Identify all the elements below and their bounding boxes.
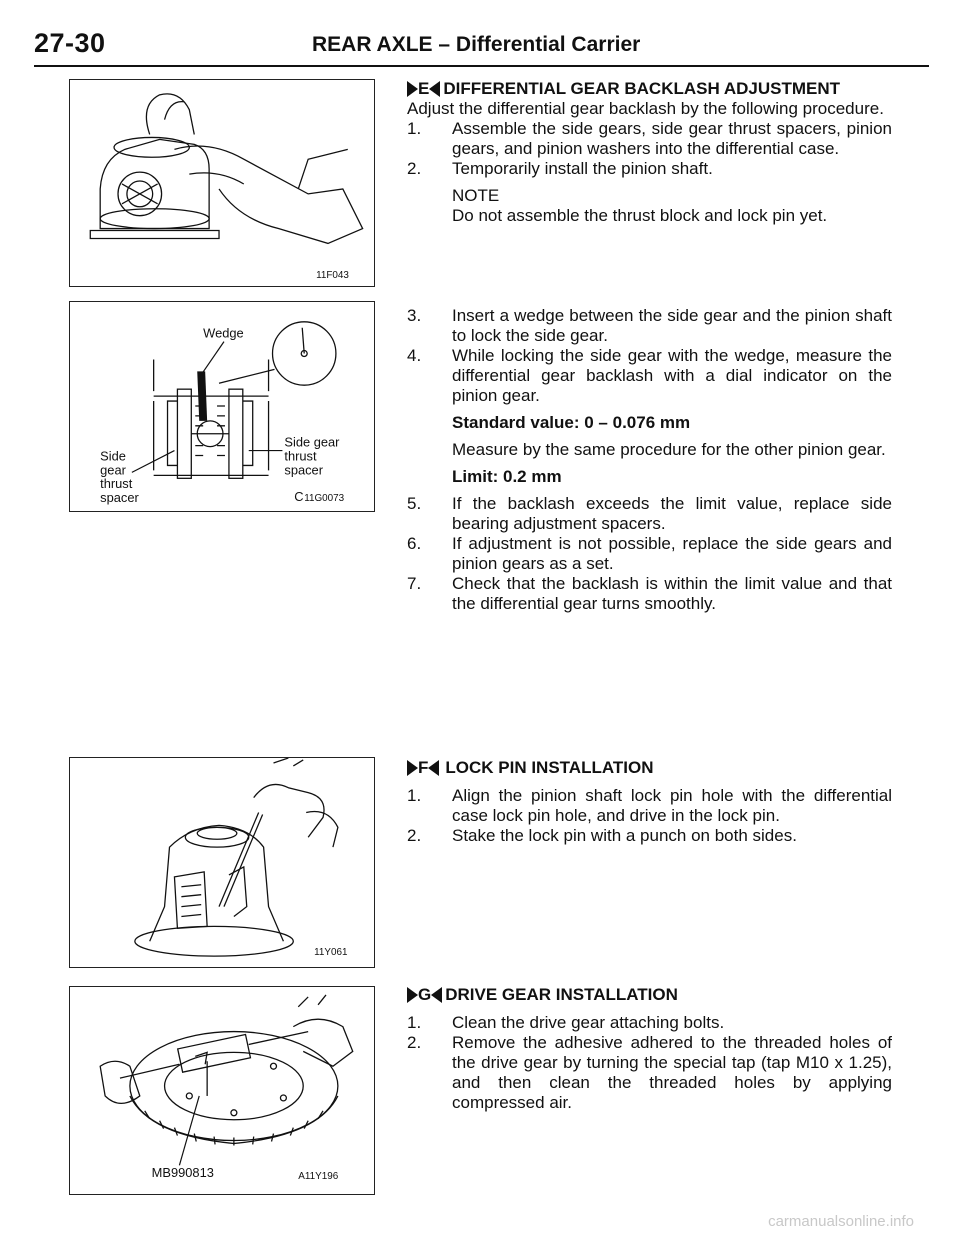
figure-4-illustration	[70, 987, 374, 1194]
figure-3-code: 11Y061	[314, 947, 348, 959]
list-item: 7. Check that the backlash is within the limit value and that the differential gear turns smoothly.	[407, 574, 892, 613]
left-triangle-icon	[429, 81, 440, 97]
section-g	[407, 985, 892, 1113]
right-triangle-icon	[407, 81, 418, 97]
note-text: Do not assemble the thrust block and lock pin yet.	[452, 206, 828, 225]
section-f	[407, 758, 892, 846]
label-side-gear-right-2: thrust	[284, 448, 317, 464]
section-e-steps	[407, 119, 892, 179]
label-side-gear-left-1: Side	[100, 448, 126, 464]
figure-3-illustration	[70, 758, 374, 967]
section-e-title: DIFFERENTIAL GEAR BACKLASH ADJUSTMENT	[443, 79, 841, 98]
list-item: 4. While locking the side gear with the wedge, measure the differential gear backlash with a dial indicator on the pinion gear.	[407, 346, 892, 405]
section-e-steps-3	[407, 494, 892, 614]
measure-other-gear: Measure by the same procedure for the other pinion gear.	[452, 440, 886, 459]
standard-value: Standard value: 0 – 0.076 mm	[452, 413, 691, 432]
limit-value: Limit: 0.2 mm	[452, 467, 562, 486]
section-e-continued	[407, 306, 892, 614]
list-item: 2. Temporarily install the pinion shaft.	[407, 159, 713, 178]
label-side-gear-right-1: Side gear	[284, 434, 340, 450]
list-item: 1. Clean the drive gear attaching bolts.	[407, 1013, 725, 1032]
section-f-marker: F	[418, 758, 429, 777]
right-triangle-icon	[407, 987, 418, 1003]
figure-wedge-dial-indicator	[69, 301, 375, 512]
list-item: 1. Assemble the side gears, side gear thrust spacers, pinion gears, and pinion washers into the differential case.	[407, 119, 892, 158]
section-f-heading	[407, 758, 892, 778]
section-g-steps	[407, 1013, 892, 1113]
figure-1-code: 11F043	[316, 270, 349, 282]
section-f-title: LOCK PIN INSTALLATION	[445, 758, 654, 777]
figure-2-illustration	[70, 302, 374, 511]
watermark: carmanualsonline.info	[768, 1213, 914, 1230]
figure-drive-gear-tap	[69, 986, 375, 1195]
list-item: 2. Stake the lock pin with a punch on both sides.	[407, 826, 797, 845]
figure-1-illustration	[70, 80, 374, 286]
list-item: 5. If the backlash exceeds the limit value, replace side bearing adjustment spacers.	[407, 494, 892, 533]
figure-2-code: 11G0073	[304, 493, 345, 505]
section-g-title: DRIVE GEAR INSTALLATION	[445, 985, 678, 1004]
section-e-steps-2	[407, 306, 892, 406]
right-triangle-icon	[407, 760, 418, 776]
section-f-steps	[407, 786, 892, 846]
label-tool-mb990813: MB990813	[151, 1165, 214, 1181]
section-e-intro: Adjust the differential gear backlash by the following procedure.	[407, 99, 884, 118]
label-side-gear-right-3: spacer	[284, 462, 324, 478]
page-number: 27-30	[34, 28, 106, 58]
note-label: NOTE	[452, 186, 500, 205]
figure-lock-pin-install	[69, 757, 375, 968]
label-side-gear-left-3: thrust	[100, 476, 133, 492]
figure-4-code: A11Y196	[298, 1171, 339, 1183]
section-e-heading	[407, 79, 892, 99]
label-wedge: Wedge	[203, 325, 244, 341]
figure-2-prefix: C	[294, 489, 304, 505]
section-g-marker: G	[418, 985, 432, 1004]
left-triangle-icon	[428, 760, 439, 776]
header-rule	[34, 65, 929, 67]
chapter-title: REAR AXLE – Differential Carrier	[312, 33, 641, 56]
left-triangle-icon	[431, 987, 442, 1003]
label-side-gear-left-2: gear	[100, 462, 126, 478]
list-item: 1. Align the pinion shaft lock pin hole with the differential case lock pin hole, and drive in the lock pin.	[407, 786, 892, 825]
figure-differential-assembly	[69, 79, 375, 287]
list-item: 3. Insert a wedge between the side gear and the pinion shaft to lock the side gear.	[407, 306, 892, 345]
list-item: 6. If adjustment is not possible, replace the side gears and pinion gears as a set.	[407, 534, 892, 573]
list-item: 2. Remove the adhesive adhered to the threaded holes of the drive gear by turning the special tap (tap M10 x 1.25), and then clean the threaded holes by applying compressed air.	[407, 1033, 892, 1112]
label-side-gear-left-4: spacer	[100, 490, 139, 506]
section-e	[407, 79, 892, 226]
section-g-heading	[407, 985, 892, 1005]
section-e-marker: E	[418, 79, 430, 98]
